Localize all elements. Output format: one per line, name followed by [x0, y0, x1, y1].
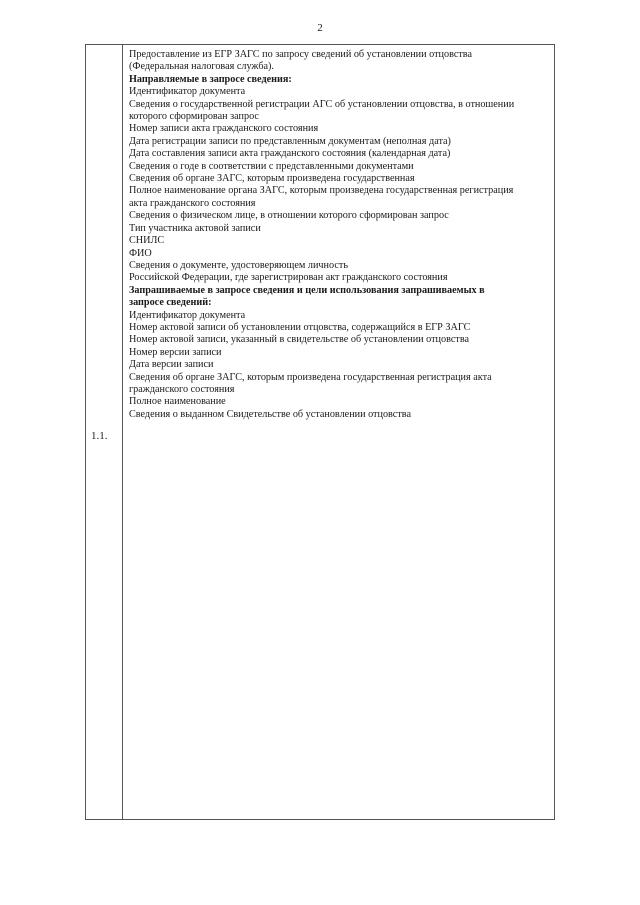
text-line: Номер актовой записи, указанный в свидетельстве об установлении отцовства	[129, 334, 470, 346]
row-number-cell	[86, 45, 123, 819]
text-line: Российской Федерации, где зарегистрирован акт гражданского состояния	[129, 272, 448, 284]
text-line: Тип участника актовой записи	[129, 222, 261, 234]
text-line: Номер версии записи	[129, 346, 222, 358]
row-number: 1.1.	[91, 430, 108, 442]
text-line: Сведения о государственной регистрации АГС об установлении отцовства, в отношении	[129, 98, 515, 110]
text-line: Сведения о годе в соответствии с представленными документами	[129, 160, 414, 172]
text-line: ФИО	[129, 247, 152, 259]
text-line: СНИЛС	[129, 235, 165, 247]
text-line: Дата регистрации записи по представленным документам (неполная дата)	[129, 135, 451, 147]
text-line: (Федеральная налоговая служба).	[129, 61, 274, 73]
document-table	[85, 44, 555, 820]
text-line: Сведения о документе, удостоверяющем личность	[129, 259, 348, 271]
text-line: Полное наименование органа ЗАГС, которым произведена государственная регистрация	[129, 185, 514, 197]
text-line: гражданского состояния	[129, 383, 235, 395]
text-line: Дата составления записи акта гражданского состояния (календарная дата)	[129, 148, 451, 160]
row-content-cell	[129, 49, 549, 421]
text-line: Дата версии записи	[129, 359, 214, 371]
section-heading: Направляемые в запросе сведения:	[129, 73, 292, 85]
page-number: 2	[317, 22, 323, 34]
text-line: которого сформирован запрос	[129, 111, 259, 123]
text-line: Сведения об органе ЗАГС, которым произведена государственная регистрация акта	[129, 371, 492, 383]
text-line: Номер актовой записи об установлении отцовства, содержащийся в ЕГР ЗАГС	[129, 321, 471, 333]
text-line: Полное наименование	[129, 396, 226, 408]
section-heading: запросе сведений:	[129, 297, 212, 309]
text-line: Идентификатор документа	[129, 86, 246, 98]
text-line: Сведения о физическом лице, в отношении которого сформирован запрос	[129, 210, 449, 222]
text-line: Идентификатор документа	[129, 309, 246, 321]
text-line: Сведения об органе ЗАГС, которым произведена государственная	[129, 173, 415, 185]
text-line: Номер записи акта гражданского состояния	[129, 123, 319, 135]
text-line: Предоставление из ЕГР ЗАГС по запросу сведений об установлении отцовства	[129, 49, 472, 60]
section-heading: Запрашиваемые в запросе сведения и цели использования запрашиваемых в	[129, 284, 485, 296]
text-line: Сведения о выданном Свидетельстве об установлении отцовства	[129, 408, 411, 420]
text-line: акта гражданского состояния	[129, 197, 256, 209]
